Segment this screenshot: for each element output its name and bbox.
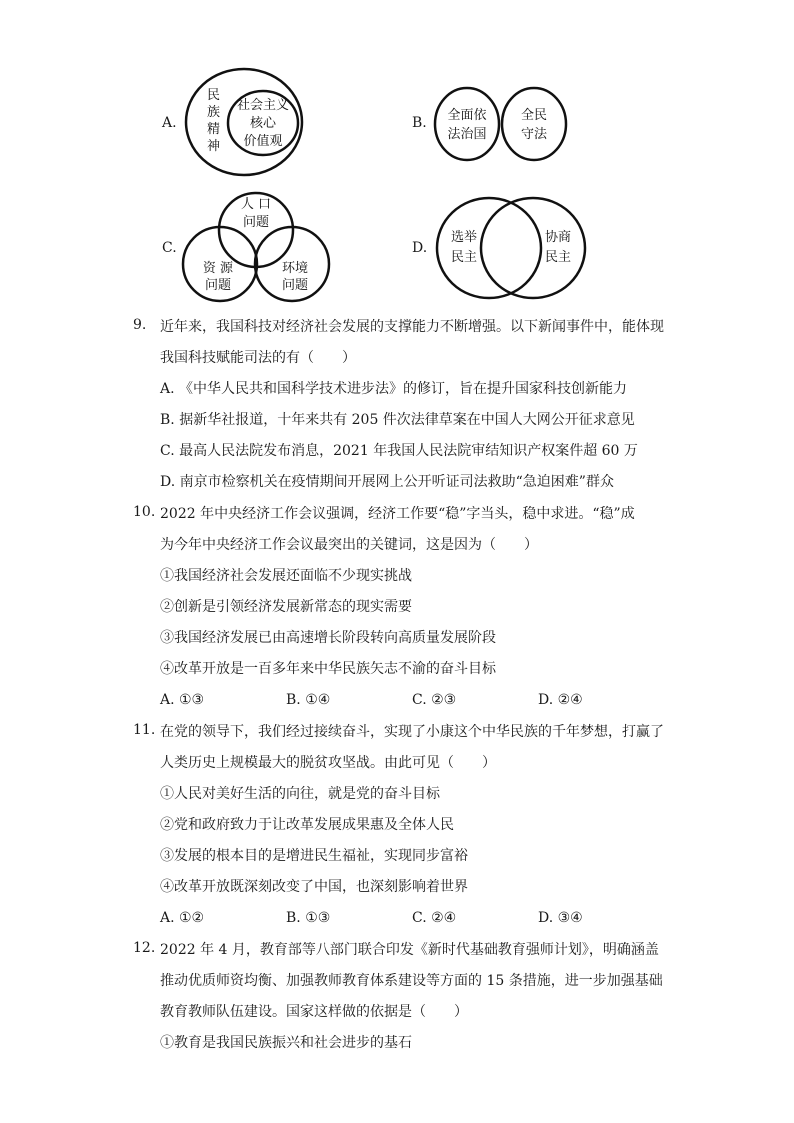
question-12-stem-line-3: 教育教师队伍建设。国家这样做的依据是（ ） [160,1004,468,1020]
question-10-choice-b: B. ①④ [286,692,331,708]
question-11-stem-line-2: 人类历史上规模最大的脱贫攻坚战。由此可见（ ） [160,755,496,771]
question-10-choice-d: D. ②④ [538,692,583,708]
national-spirit-circle [186,69,302,175]
a-inner-line-1: 社会主义 [236,98,290,113]
venn-diagram-d [432,194,592,302]
question-10-choice-c: C. ②③ [412,692,457,708]
a-inner-line-2: 核心 [249,116,277,131]
question-11-choice-a: A. ①② [160,910,205,926]
question-9-option-d: D. 南京市检察机关在疫情期间开展网上公开听证司法救助“急迫困难”群众 [160,474,614,490]
d-left-line-1: 选举 [450,230,478,245]
d-right-line-1: 协商 [544,230,572,245]
question-9-stem-line-2: 我国科技赋能司法的有（ ） [160,350,356,366]
question-12-stem-line-1: 2022 年 4 月，教育部等八部门联合印发《新时代基础教育强师计划》，明确涵盖 [160,942,659,958]
d-left-line-2: 民主 [450,250,478,265]
question-10-stem-line-1: 2022 年中央经济工作会议强调，经济工作要“稳”字当头，稳中求进。“稳”成 [160,506,635,522]
question-9-option-b: B. 据新华社报道，十年来共有 205 件次法律草案在中国人大网公开征求意见 [160,412,635,428]
question-11-choice-c: C. ②④ [412,910,457,926]
question-9-option-c: C. 最高人民法院发布消息，2021 年我国人民法院审结知识产权案件超 60 万 [160,443,638,459]
question-9-stem-line-1: 近年来，我国科技对经济社会发展的支撑能力不断增强。以下新闻事件中，能体现 [160,319,664,335]
c-right-line-2: 问题 [281,278,309,293]
a-outer-char-2: 族 [207,105,221,120]
question-12-number: 12. [133,940,156,956]
a-inner-line-3: 价值观 [243,134,283,149]
rule-of-law-circle [435,88,499,160]
venn-diagram-b [432,84,572,164]
question-10-item-3: ③我国经济发展已由高速增长阶段转向高质量发展阶段 [160,630,496,646]
question-10-number: 10. [133,504,156,520]
question-10-item-2: ②创新是引领经济发展新常态的现实需要 [160,599,412,615]
question-12-stem-line-2: 推动优质师资均衡、加强教师教育体系建设等方面的 15 条措施，进一步加强基础 [160,973,663,989]
b-left-line-1: 全面依 [447,108,487,123]
option-a-label: A. [162,115,177,131]
question-10-item-1: ①我国经济社会发展还面临不少现实挑战 [160,568,412,584]
consultative-democracy-circle [481,198,585,298]
question-11-number: 11. [133,722,156,738]
c-left-line-2: 问题 [204,278,232,293]
venn-diagram-c [180,190,335,305]
c-top-line-2: 问题 [242,215,270,230]
question-11-item-3: ③发展的根本目的是增进民生福祉，实现同步富裕 [160,848,468,864]
option-d-label: D. [412,240,428,256]
a-outer-char-1: 民 [207,88,221,103]
b-right-line-1: 全民 [520,108,548,123]
question-9-option-a: A. 《中华人民共和国科学技术进步法》的修订，旨在提升国家科技创新能力 [160,381,628,397]
a-outer-char-3: 精 [207,122,221,137]
c-top-line-1: 人 口 [240,197,272,212]
question-10-stem-line-2: 为今年中央经济工作会议最突出的关键词，这是因为（ ） [160,537,538,553]
question-10-item-4: ④改革开放是一百多年来中华民族矢志不渝的奋斗目标 [160,661,496,677]
d-right-line-2: 民主 [544,250,572,265]
b-right-line-2: 守法 [520,127,548,142]
electoral-democracy-circle [437,198,541,298]
option-c-label: C. [162,240,177,256]
question-11-item-4: ④改革开放既深刻改变了中国，也深刻影响着世界 [160,879,468,895]
question-12-item-1: ①教育是我国民族振兴和社会进步的基石 [160,1035,412,1051]
b-left-line-2: 法治国 [447,127,487,142]
question-9-number: 9. [133,317,147,333]
venn-diagram-a [184,65,309,180]
option-b-label: B. [412,115,427,131]
c-right-line-1: 环境 [281,261,309,276]
law-abiding-circle [502,88,566,160]
question-10-choice-a: A. ①③ [160,692,205,708]
question-11-choice-b: B. ①③ [286,910,331,926]
question-11-item-2: ②党和政府致力于让改革发展成果惠及全体人民 [160,817,454,833]
a-outer-char-4: 神 [207,139,221,154]
c-left-line-1: 资 源 [202,261,234,276]
question-11-item-1: ①人民对美好生活的向往，就是党的奋斗目标 [160,786,440,802]
question-11-choice-d: D. ③④ [538,910,583,926]
question-11-stem-line-1: 在党的领导下，我们经过接续奋斗，实现了小康这个中华民族的千年梦想，打赢了 [160,724,664,740]
